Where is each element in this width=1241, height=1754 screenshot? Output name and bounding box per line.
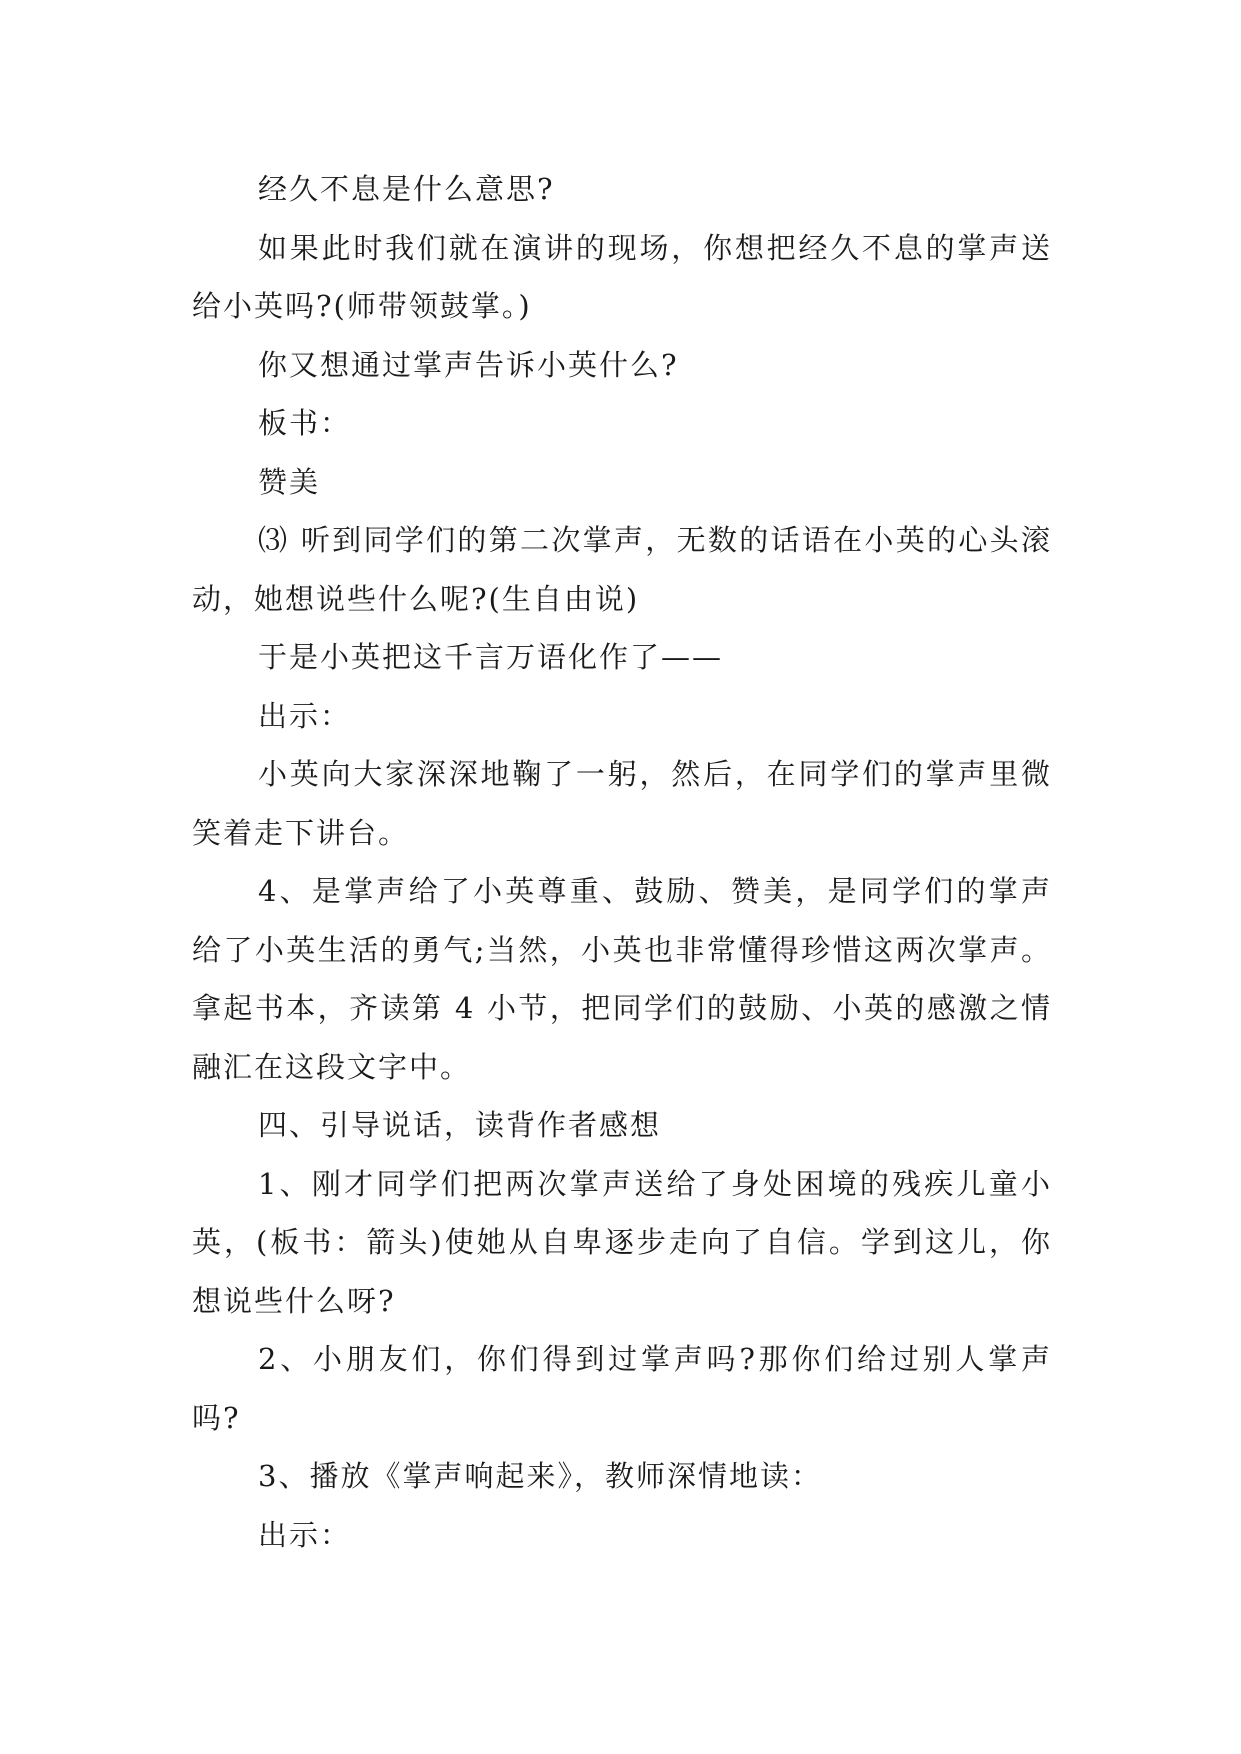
paragraph: 于是小英把这千言万语化作了——	[258, 640, 724, 674]
paragraph: 1、刚才同学们把两次掌声送给了身处困境的残疾儿童小英，(板书：箭头)使她从自卑逐步走向了自信。学到这儿，你想说些什么呀?	[192, 1166, 1052, 1318]
paragraph: 2、小朋友们，你们得到过掌声吗?那你们给过别人掌声吗?	[192, 1342, 1052, 1435]
paragraph: ⑶ 听到同学们的第二次掌声，无数的话语在小英的心头滚动，她想说些什么呢?(生自由说)	[192, 523, 1052, 616]
paragraph: 赞美	[258, 464, 321, 499]
paragraph: 经久不息是什么意思?	[258, 172, 555, 206]
paragraph: 如果此时我们就在演讲的现场，你想把经久不息的掌声送给小英吗?(师带领鼓掌。)	[192, 230, 1052, 323]
document-body	[192, 160, 1052, 1564]
section-heading: 四、引导说话，读背作者感想	[258, 1108, 662, 1142]
paragraph: 3、播放《掌声响起来》，教师深情地读：	[258, 1459, 822, 1493]
paragraph: 4、是掌声给了小英尊重、鼓励、赞美，是同学们的掌声给了小英生活的勇气;当然，小英也非常懂得珍惜这两次掌声。拿起书本，齐读第 4 小节，把同学们的鼓励、小英的感激之情融汇在这段文字中。	[192, 874, 1052, 1084]
paragraph: 出示：	[258, 1517, 352, 1552]
paragraph: 你又想通过掌声告诉小英什么?	[258, 347, 679, 382]
paragraph: 板书：	[258, 406, 352, 440]
paragraph: 小英向大家深深地鞠了一躬，然后，在同学们的掌声里微笑着走下讲台。	[192, 757, 1052, 850]
paragraph: 出示：	[258, 698, 352, 733]
